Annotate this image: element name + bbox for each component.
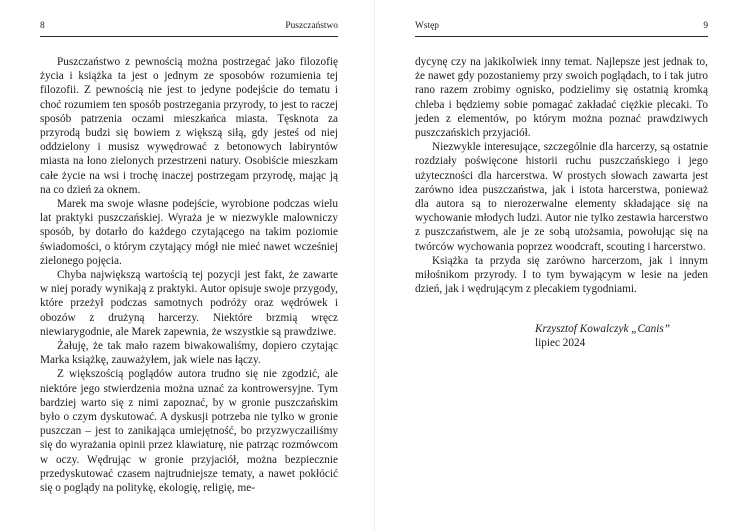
left-page-body (40, 55, 338, 495)
header-rule (40, 36, 338, 37)
paragraph: Chyba największą wartością tej pozycji jest fakt, że zawarte w niej porady wynikają z praktyki. Autor opisuje swoje przygody, które przeżył podczas samotnych podróży oraz wędrówek i obozów z drużyną harcerzy. Niektóre brzmią wręcz niewiarygodnie, ale Marek zapewnia, że wszystkie są prawdziwe. (40, 269, 338, 338)
signature-date: lipiec 2024 (535, 337, 586, 350)
signature (535, 322, 670, 350)
page-number: 9 (703, 21, 708, 31)
paragraph: dycynę czy na jakikolwiek inny temat. Najlepsze jest jednak to, że nawet gdy pozostaniemy przy swoich poglądach, to i tak jutro rano razem zrobimy ognisko, podzielimy się ostatnią kromką chleba i będziemy sobie pomagać zakładać ciężkie plecaki. To jeden z elementów, po którym można poznać prawdziwych puszczańskich przyjaciół. (415, 56, 708, 140)
right-page-body (415, 55, 708, 296)
paragraph: Marek ma swoje własne podejście, wyrobione podczas wielu lat praktyki puszczańskiej. Wyraża je w niezwykle malowniczy sposób, by dotarło do każdego czytającego na takim poziomie świadomości, o którym czytający mógł nie mieć nawet wcześniej zielonego pojęcia. (40, 198, 338, 267)
paragraph: Żałuję, że tak mało razem biwakowaliśmy, dopiero czytając Marka książkę, zauważyłem, jak wiele nas łączy. (40, 340, 338, 367)
page-number: 8 (40, 21, 45, 31)
running-title: Wstęp (415, 21, 439, 31)
running-title: Puszczaństwo (285, 21, 338, 31)
header-rule (415, 36, 708, 37)
signature-author: Krzysztof Kowalczyk „Canis” (535, 323, 671, 335)
paragraph: Niezwykle interesujące, szczególnie dla harcerzy, są ostatnie rozdziały poświęcone historii ruchu puszczańskiego i jego użyteczności dla harcerstwa. W prostych słowach zawarta jest zarówno idea puszczaństwa, jak i istota harcerstwa, ponieważ dla autora są to nierozerwalne elementy składające się na wychowanie młodych ludzi. Autor nie tylko zestawia harcerstwo z puszczaństwem, ale je ze sobą utożsamia, powołując się na twórców wychowania poprzez woodcraft, scouting i harcerstwo. (415, 141, 708, 253)
paragraph: Z większością poglądów autora trudno się nie zgodzić, ale niektóre jego stwierdzenia można uznać za kontrowersyjne. Tym bardziej warto się z nimi zapoznać, by w gronie puszczańskim było o czym dyskutować. A dyskusji potrzeba nie tylko w gronie puszczan – jest to zanikająca umiejętność, bo przyzwyczailiśmy się do wyrażania opinii przez klawiaturę, nie patrząc rozmówcom w oczy. Wędrując w gronie przyjaciół, można bezpiecznie przedyskutować czasem najtrudniejsze tematy, a nawet pokłócić się o poglądy na politykę, ekologię, religię, me- (40, 368, 338, 495)
right-page (375, 0, 750, 531)
paragraph: Puszczaństwo z pewnością można postrzegać jako filozofię życia i książka ta jest o jednym ze sposobów rozumienia tej filozofii. Z pewnością nie jest to jedyne podejście do tematu i choć rozumiem ten sposób postrzegania przyrody, to jest to raczej sposób patrzenia oczami mieszkańca miasta. Tęsknota za przyrodą budzi się bowiem z większą siłą, gdy jesteś od niej oddzielony i musisz wywędrować z betonowych labiryntów miasta na łono zielonych przestrzeni natury. Osobiście mieszkam całe życie na wsi i trochę inaczej postrzegam przyrodę, mając ją na co dzień za oknem. (40, 56, 338, 196)
paragraph: Książka ta przyda się zarówno harcerzom, jak i innym miłośnikom przyrody. I to tym bywającym w lesie na jeden dzień, jak i wędrującym z plecakiem tygodniami. (415, 254, 708, 296)
